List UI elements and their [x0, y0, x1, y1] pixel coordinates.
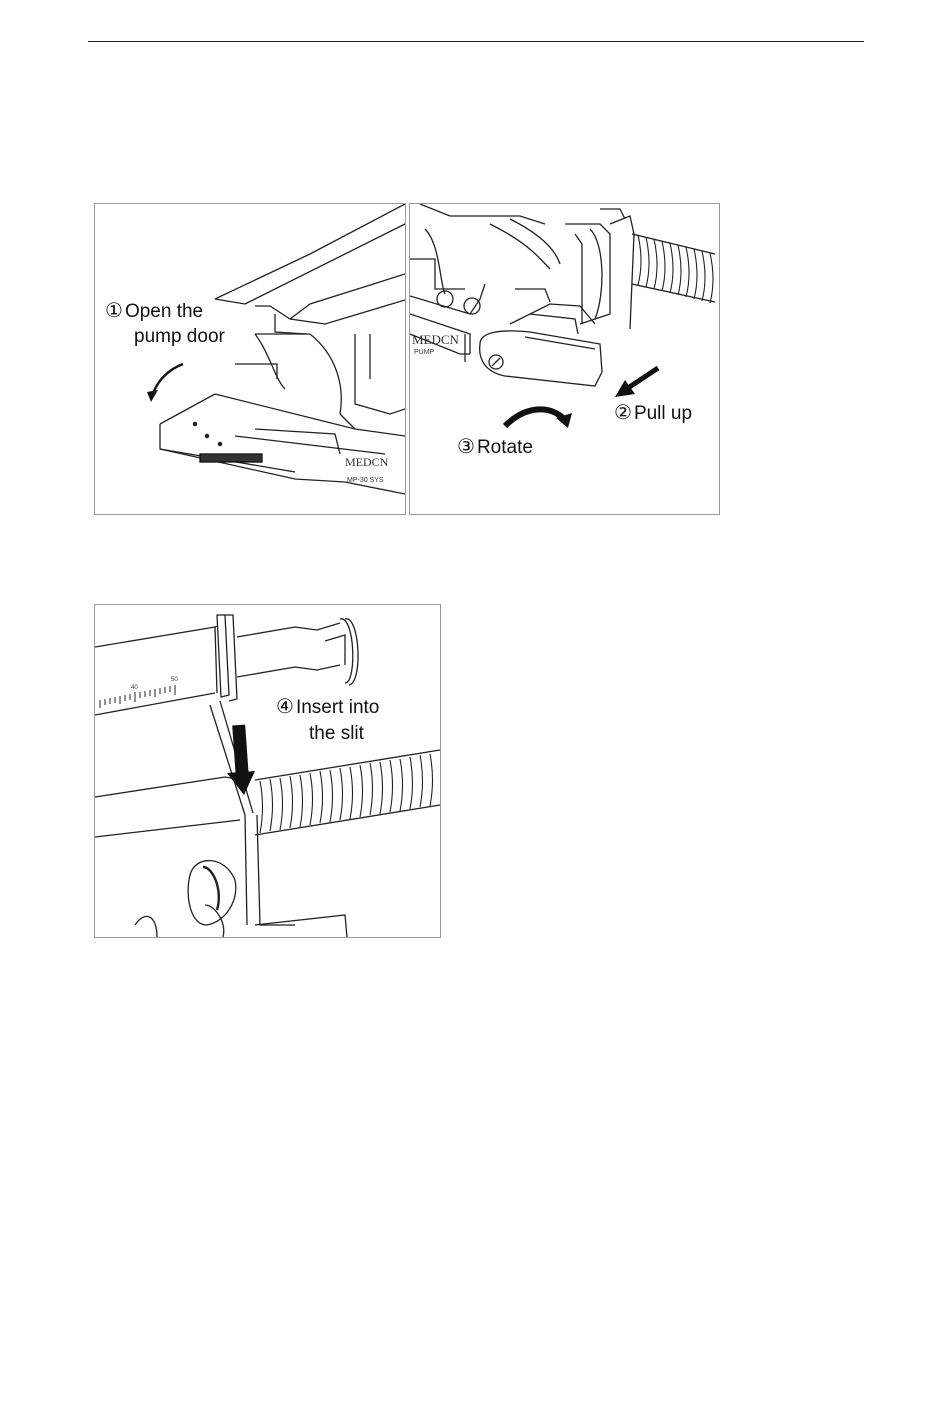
- scale-mark-high: 50: [171, 677, 178, 683]
- header-rule: [88, 41, 864, 42]
- rotate-arrow-icon: [147, 390, 158, 402]
- brand-mark: MEDCN: [345, 455, 389, 469]
- step4-label: ④ Insert into: [276, 696, 380, 718]
- step4-label-line2: the slit: [309, 723, 364, 744]
- figure-pull-and-rotate: [409, 203, 720, 515]
- step1-label: ① Open the: [105, 300, 204, 322]
- pump-mark: PUMP: [414, 349, 435, 356]
- lock-lever-illustration: [410, 204, 719, 514]
- syringe-insert-illustration: [95, 605, 440, 937]
- insert-arrow-icon: [227, 771, 255, 795]
- brand-mark-partial: MEDCN: [412, 332, 459, 347]
- figure-insert-into-slit: [94, 604, 441, 938]
- pump-door-illustration: [95, 204, 405, 514]
- model-mark: MP-30 SYS: [347, 477, 384, 484]
- step3-label: ③ Rotate: [457, 436, 533, 458]
- scale-mark-low: 40: [131, 685, 138, 691]
- step1-label-line2: pump door: [134, 326, 225, 347]
- step2-label: ② Pull up: [614, 402, 693, 424]
- figure-open-pump-door: [94, 203, 406, 515]
